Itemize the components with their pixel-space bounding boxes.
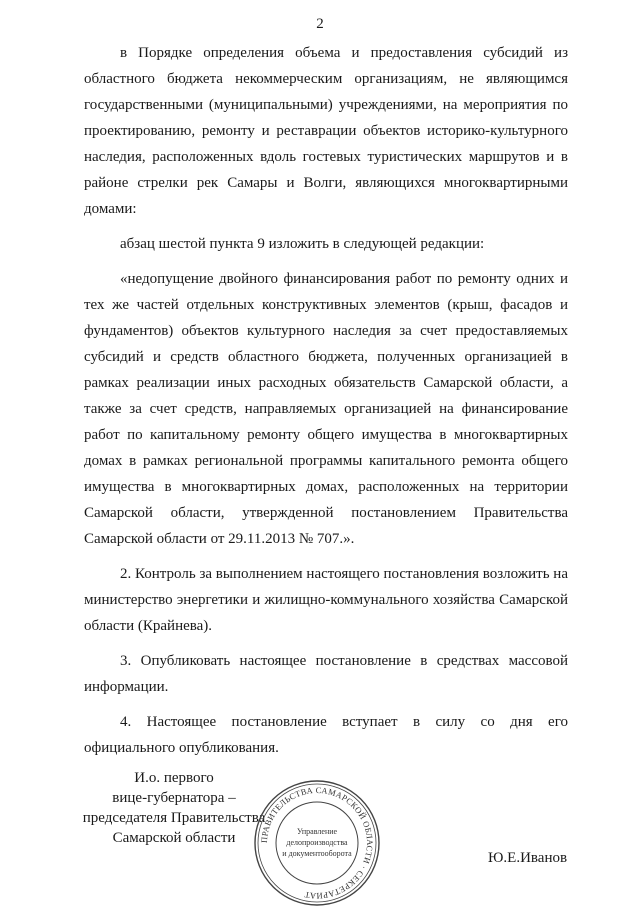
paragraph-amendment-text: «недопущение двойного финансирования работ по ремонту одних и тех же частей отдельных конструктивных элементов (крыш, фасадов и фундаментов) объектов культурного наследия за счет предоставляемых субсидий и средств областного бюджета, полученных организацией в рамках реализации иных расходных обязательств Самарской области, а также за счет средств, направляемых организацией на финансирование работ по капитальному ремонту общего имущества в многоквартирных домах в рамках региональной программы капитального ремонта общего имущества в многоквартирных домах, расположенных на территории Самарской области, утвержденной постановлением Правительства Самарской области от 29.11.2013 № 707.». <box>84 271 568 547</box>
paragraph-item-2: 2. Контроль за выполнением настоящего постановления возложить на министерство энергетики и жилищно-коммунального хозяйства Самарской области (Крайнева). <box>84 566 568 634</box>
document-body <box>84 40 568 761</box>
signer-title-line: И.о. первого <box>134 770 214 786</box>
paragraph-amendment-instruction: абзац шестой пункта 9 изложить в следующей редакции: <box>120 236 485 252</box>
signer-title-line: вице-губернатора – <box>112 790 236 806</box>
stamp-center-line: делопроизводства <box>286 838 348 847</box>
signer-title-line: Самарской области <box>112 830 236 846</box>
signer-name: Ю.Е.Иванов <box>488 850 568 866</box>
signer-title <box>70 768 278 848</box>
official-stamp <box>252 778 382 908</box>
paragraph-intro: в Порядке определения объема и предоставления субсидий из областного бюджета некоммерческим организациям, не являющимся государственными (муниципальными) учреждениями, на мероприятия по проектированию, ремонту и реставрации объектов историко-культурного наследия, расположенных вдоль гостевых туристических маршрутов и в районе стрелки рек Самары и Волги, являющихся многоквартирными домами: <box>84 45 568 217</box>
paragraph-item-3: 3. Опубликовать настоящее постановление в средствах массовой информации. <box>84 653 568 695</box>
signer-title-line: председателя Правительства <box>82 810 266 826</box>
stamp-center-line: и документооборота <box>282 849 352 858</box>
stamp-center-line: Управление <box>296 827 338 836</box>
stamp-ring-text: ПРАВИТЕЛЬСТВА САМАРСКОЙ ОБЛАСТИ · СЕКРЕТАРИАТ <box>258 784 376 902</box>
paragraph-item-4: 4. Настоящее постановление вступает в силу со дня его официального опубликования. <box>84 714 568 756</box>
page-number: 2 <box>316 16 324 32</box>
